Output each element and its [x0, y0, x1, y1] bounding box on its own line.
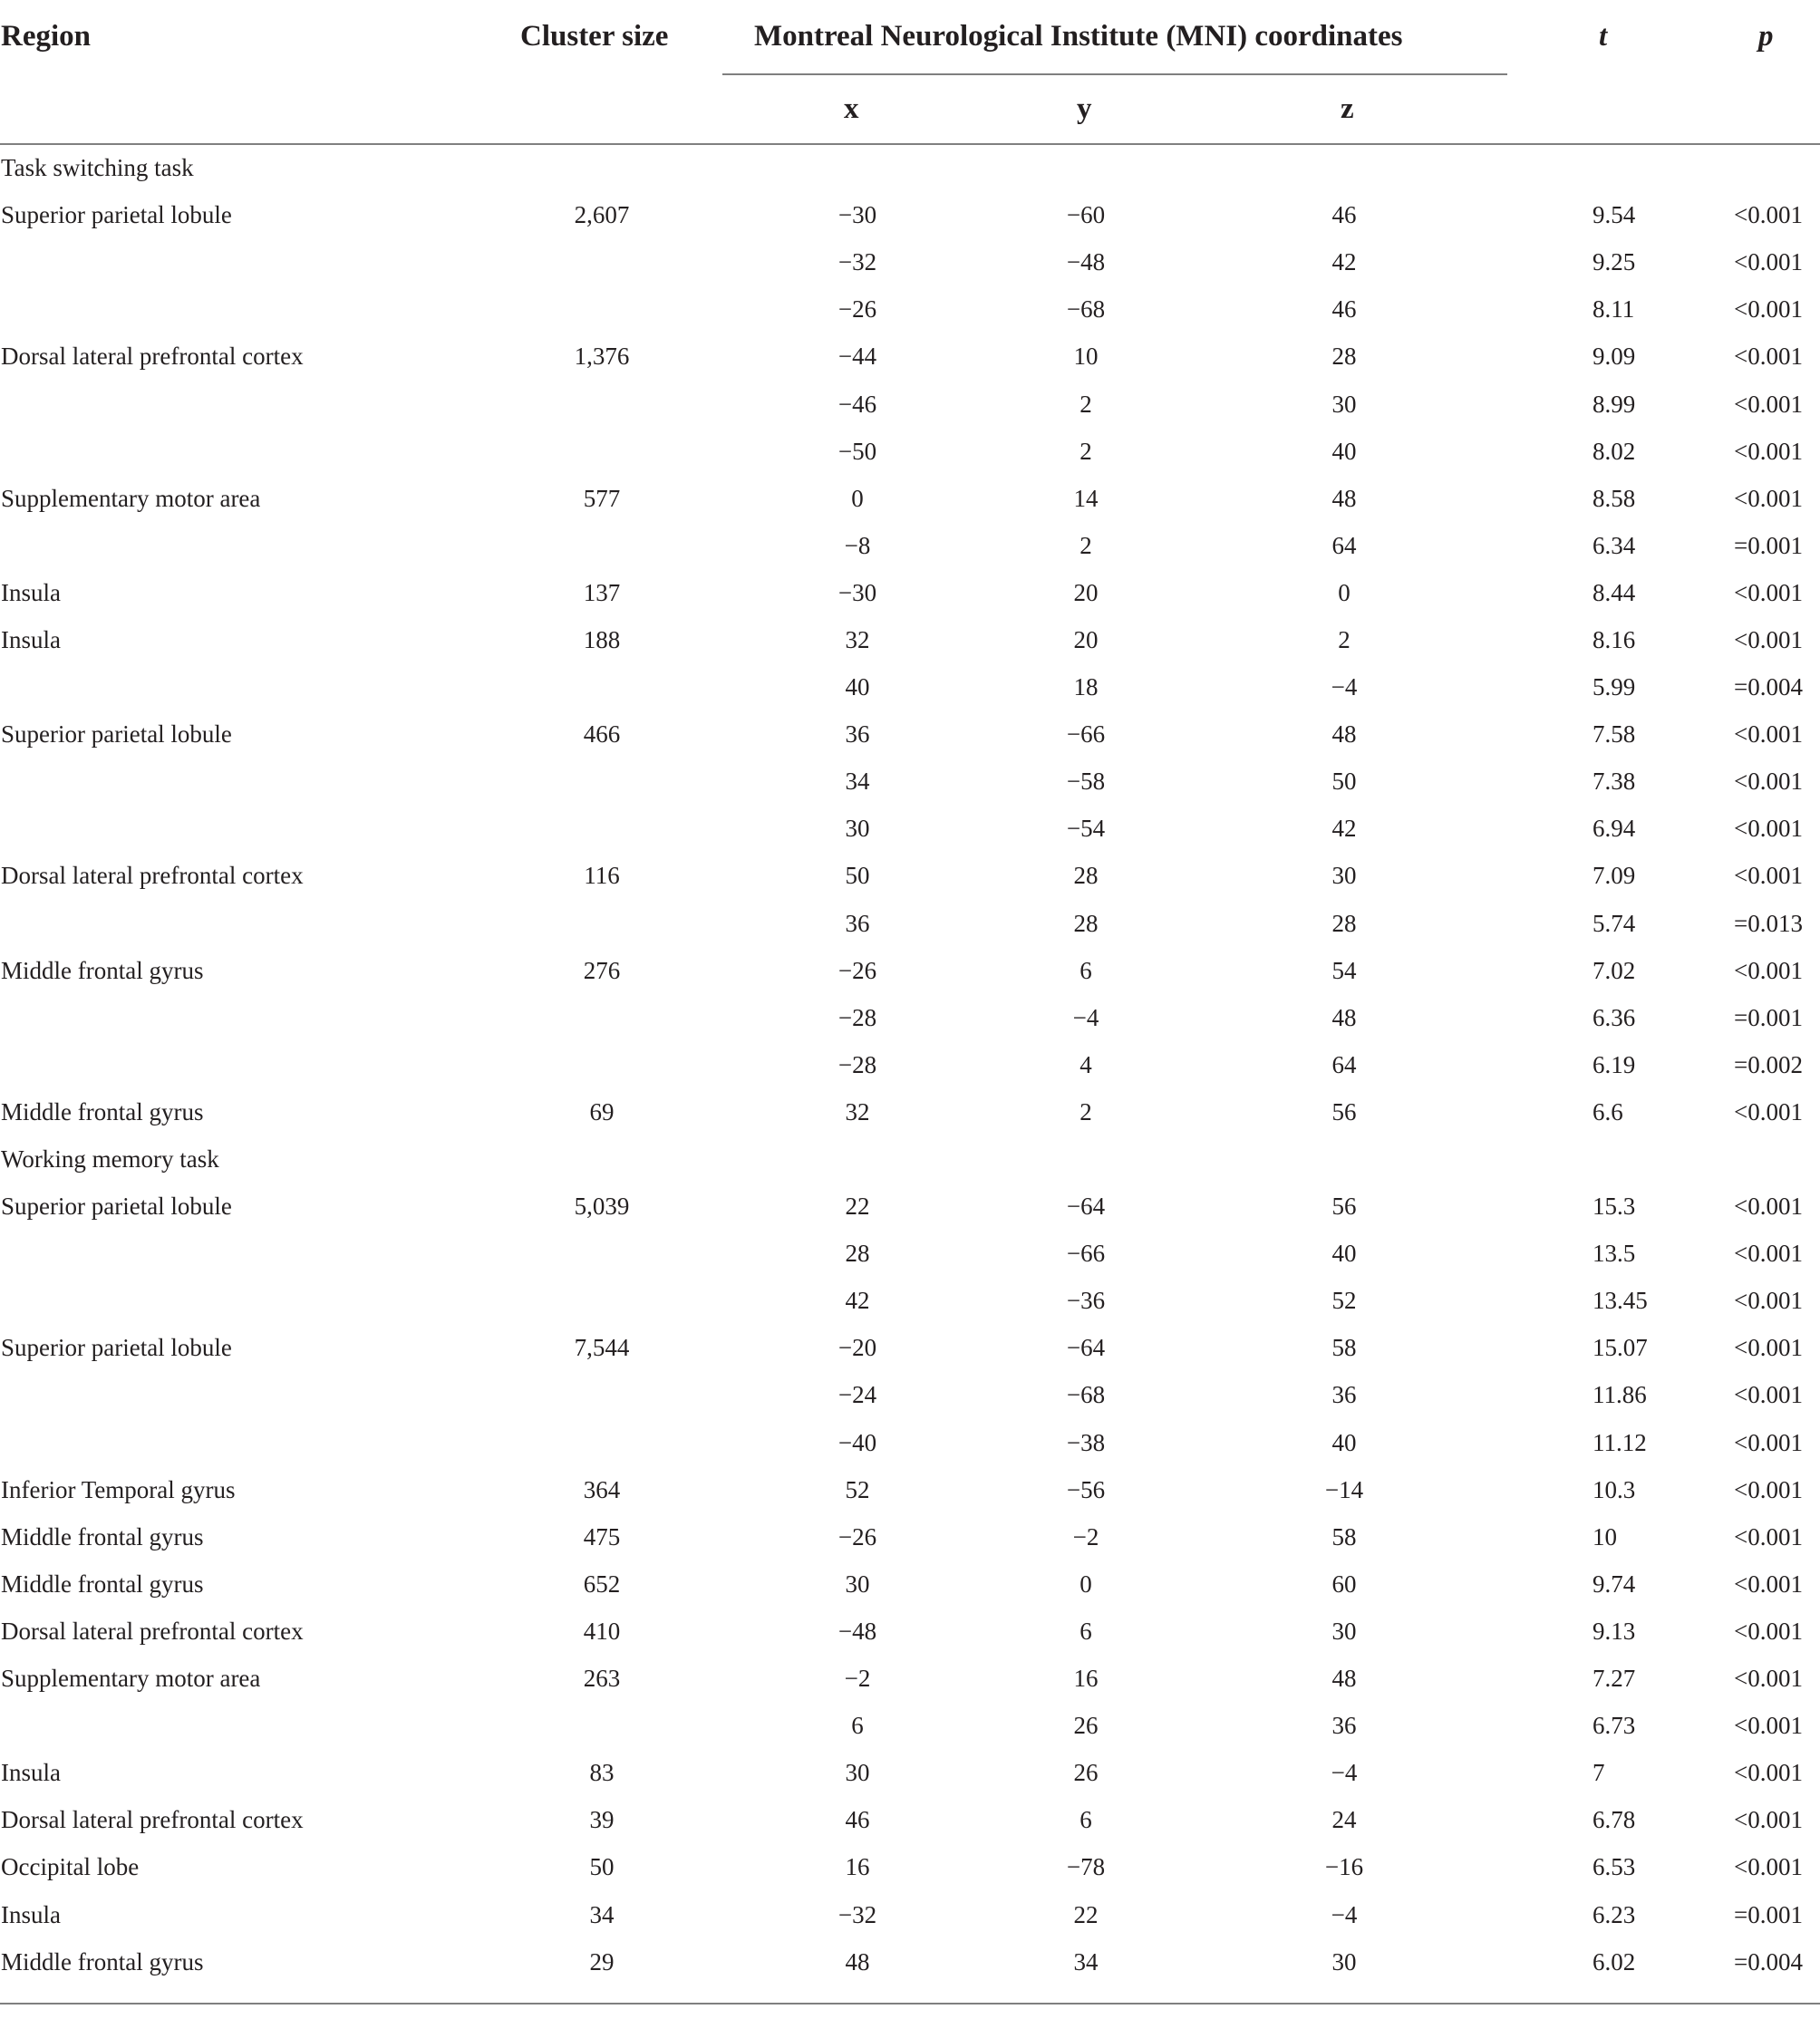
- mni-x-cell: 50: [845, 862, 870, 890]
- mni-x-cell: 6: [851, 1712, 864, 1740]
- p-value-cell: =0.013: [1734, 909, 1803, 937]
- region-cell: Insula: [1, 1900, 61, 1928]
- mni-y-cell: −68: [1066, 295, 1106, 324]
- t-value-cell: 9.74: [1592, 1570, 1636, 1598]
- region-cell: Dorsal lateral prefrontal cortex: [1, 1617, 304, 1645]
- t-value-cell: 5.99: [1592, 673, 1636, 701]
- mni-y-cell: 2: [1079, 437, 1092, 465]
- t-value-cell: 7.58: [1592, 720, 1636, 749]
- t-value-cell: 11.12: [1592, 1428, 1647, 1456]
- region-cell: Middle frontal gyrus: [1, 1097, 204, 1125]
- header-x: x: [844, 92, 859, 125]
- table-row: [0, 1419, 1820, 1466]
- mni-x-cell: 30: [845, 1570, 870, 1598]
- mni-z-cell: 42: [1331, 248, 1357, 276]
- mni-z-cell: 64: [1331, 531, 1357, 559]
- mni-y-cell: −78: [1066, 1853, 1106, 1881]
- mni-x-cell: −8: [844, 531, 871, 559]
- cluster-size-cell: 2,607: [574, 201, 630, 229]
- p-value-cell: <0.001: [1734, 1853, 1803, 1881]
- mni-y-cell: −36: [1066, 1287, 1106, 1315]
- mni-x-cell: −26: [837, 295, 877, 324]
- p-value-cell: =0.004: [1734, 1947, 1803, 1976]
- table-row: [0, 805, 1820, 852]
- region-cell: Middle frontal gyrus: [1, 1522, 204, 1550]
- mni-y-cell: 22: [1073, 1900, 1099, 1928]
- mni-x-cell: −32: [837, 1900, 877, 1928]
- table-row: [0, 428, 1820, 475]
- p-value-cell: =0.001: [1734, 1003, 1803, 1031]
- table-bottom-rule: [0, 2003, 1820, 2005]
- cluster-size-cell: 1,376: [574, 343, 630, 371]
- mni-z-cell: 40: [1331, 1240, 1357, 1268]
- header-cluster-size: Cluster size: [520, 20, 669, 53]
- mni-x-cell: −50: [837, 437, 877, 465]
- mni-y-cell: −66: [1066, 720, 1106, 749]
- t-value-cell: 6.19: [1592, 1050, 1636, 1078]
- table-row: [0, 285, 1820, 333]
- mni-y-cell: −58: [1066, 768, 1106, 796]
- t-value-cell: 15.07: [1592, 1334, 1648, 1362]
- mni-y-cell: −64: [1066, 1193, 1106, 1221]
- mni-y-cell: 6: [1079, 1617, 1092, 1645]
- region-cell: Task switching task: [1, 154, 194, 182]
- t-value-cell: 6.94: [1592, 815, 1636, 843]
- p-value-cell: =0.001: [1734, 1900, 1803, 1928]
- mni-y-cell: 0: [1079, 1570, 1092, 1598]
- region-cell: Dorsal lateral prefrontal cortex: [1, 862, 304, 890]
- mni-z-cell: 2: [1338, 625, 1350, 653]
- t-value-cell: 8.58: [1592, 484, 1636, 512]
- p-value-cell: <0.001: [1734, 1712, 1803, 1740]
- table-row: [0, 710, 1820, 758]
- mni-x-cell: 46: [845, 1806, 870, 1834]
- mni-y-cell: 28: [1073, 862, 1099, 890]
- mni-z-cell: −4: [1331, 1900, 1358, 1928]
- mni-z-cell: −4: [1331, 1759, 1358, 1787]
- mni-z-cell: 50: [1331, 768, 1357, 796]
- region-cell: Superior parietal lobule: [1, 720, 232, 749]
- p-value-cell: <0.001: [1734, 1570, 1803, 1598]
- mni-z-cell: 56: [1331, 1097, 1357, 1125]
- header-p: p: [1758, 20, 1774, 53]
- p-value-cell: <0.001: [1734, 1193, 1803, 1221]
- region-cell: Supplementary motor area: [1, 484, 261, 512]
- t-value-cell: 8.11: [1592, 295, 1635, 324]
- p-value-cell: <0.001: [1734, 1665, 1803, 1693]
- t-value-cell: 9.09: [1592, 343, 1636, 371]
- mni-y-cell: 20: [1073, 578, 1099, 606]
- table-row: [0, 1324, 1820, 1371]
- table-row: [0, 900, 1820, 947]
- p-value-cell: <0.001: [1734, 720, 1803, 749]
- cluster-size-cell: 5,039: [574, 1193, 630, 1221]
- t-value-cell: 9.13: [1592, 1617, 1636, 1645]
- mni-y-cell: 20: [1073, 625, 1099, 653]
- p-value-cell: <0.001: [1734, 437, 1803, 465]
- p-value-cell: <0.001: [1734, 295, 1803, 324]
- mni-z-cell: 0: [1338, 578, 1350, 606]
- mni-x-cell: 34: [845, 768, 870, 796]
- p-value-cell: <0.001: [1734, 1475, 1803, 1503]
- region-cell: Dorsal lateral prefrontal cortex: [1, 343, 304, 371]
- mni-x-cell: 36: [845, 720, 870, 749]
- table-row: [0, 1796, 1820, 1843]
- table-body: [0, 144, 1820, 1985]
- cluster-size-cell: 7,544: [574, 1334, 630, 1362]
- table-row: [0, 1749, 1820, 1796]
- mni-z-cell: 58: [1331, 1522, 1357, 1550]
- mni-x-cell: −44: [837, 343, 877, 371]
- mni-y-cell: −60: [1066, 201, 1106, 229]
- table-row: [0, 380, 1820, 427]
- table-row: [0, 1371, 1820, 1418]
- t-value-cell: 6.53: [1592, 1853, 1636, 1881]
- cluster-size-cell: 652: [583, 1570, 621, 1598]
- t-value-cell: 6.6: [1592, 1097, 1623, 1125]
- table-row: [0, 191, 1820, 238]
- header-region: Region: [1, 20, 91, 53]
- p-value-cell: =0.004: [1734, 673, 1803, 701]
- t-value-cell: 6.02: [1592, 1947, 1636, 1976]
- mni-x-cell: 42: [845, 1287, 870, 1315]
- p-value-cell: <0.001: [1734, 768, 1803, 796]
- mni-x-cell: 16: [845, 1853, 870, 1881]
- mni-z-cell: 40: [1331, 1428, 1357, 1456]
- cluster-size-cell: 50: [589, 1853, 615, 1881]
- header-mni-coordinates: Montreal Neurological Institute (MNI) coordinates: [754, 20, 1403, 53]
- table-row: [0, 1277, 1820, 1324]
- t-value-cell: 6.36: [1592, 1003, 1636, 1031]
- region-cell: Occipital lobe: [1, 1853, 140, 1881]
- cluster-size-cell: 83: [589, 1759, 615, 1787]
- mni-y-cell: 10: [1073, 343, 1099, 371]
- p-value-cell: <0.001: [1734, 1759, 1803, 1787]
- mni-x-cell: 36: [845, 909, 870, 937]
- mni-x-cell: 28: [845, 1240, 870, 1268]
- mni-y-cell: 18: [1073, 673, 1099, 701]
- t-value-cell: 8.44: [1592, 578, 1636, 606]
- mni-z-cell: −4: [1331, 673, 1358, 701]
- t-value-cell: 13.45: [1592, 1287, 1648, 1315]
- mni-z-cell: 56: [1331, 1193, 1357, 1221]
- mni-y-cell: −4: [1072, 1003, 1099, 1031]
- table-row: [0, 663, 1820, 710]
- mni-x-cell: −26: [837, 956, 877, 984]
- mni-z-cell: 48: [1331, 1665, 1357, 1693]
- t-value-cell: 6.34: [1592, 531, 1636, 559]
- p-value-cell: <0.001: [1734, 1334, 1803, 1362]
- mni-y-cell: 26: [1073, 1712, 1099, 1740]
- table-row: [0, 1843, 1820, 1890]
- mni-z-cell: 30: [1331, 390, 1357, 418]
- table-row: [0, 333, 1820, 380]
- table-row: [0, 947, 1820, 994]
- mni-y-cell: 4: [1079, 1050, 1092, 1078]
- header-t: t: [1599, 20, 1608, 53]
- table-row: [0, 144, 1820, 191]
- mni-y-cell: −56: [1066, 1475, 1106, 1503]
- header-y: y: [1077, 92, 1092, 125]
- mni-x-cell: 30: [845, 815, 870, 843]
- cluster-size-cell: 276: [583, 956, 621, 984]
- t-value-cell: 6.78: [1592, 1806, 1636, 1834]
- mni-x-cell: −32: [837, 248, 877, 276]
- mni-x-cell: −28: [837, 1003, 877, 1031]
- mni-z-cell: 30: [1331, 1617, 1357, 1645]
- table-row: [0, 1088, 1820, 1135]
- table-row: [0, 1560, 1820, 1608]
- cluster-size-cell: 69: [589, 1097, 615, 1125]
- table-row: [0, 1655, 1820, 1702]
- table-row: [0, 758, 1820, 805]
- mni-y-cell: 14: [1073, 484, 1099, 512]
- mni-z-cell: 60: [1331, 1570, 1357, 1598]
- table-row: [0, 569, 1820, 616]
- mni-y-cell: 6: [1079, 1806, 1092, 1834]
- mni-z-cell: 64: [1331, 1050, 1357, 1078]
- mni-z-cell: −16: [1324, 1853, 1364, 1881]
- table-row: [0, 852, 1820, 899]
- mni-y-cell: −48: [1066, 248, 1106, 276]
- mni-y-cell: −54: [1066, 815, 1106, 843]
- table-row: [0, 1041, 1820, 1088]
- mni-x-cell: −26: [837, 1522, 877, 1550]
- table-row: [0, 1183, 1820, 1230]
- mni-x-cell: −40: [837, 1428, 877, 1456]
- p-value-cell: =0.002: [1734, 1050, 1803, 1078]
- p-value-cell: <0.001: [1734, 1428, 1803, 1456]
- t-value-cell: 7: [1592, 1759, 1605, 1787]
- t-value-cell: 9.54: [1592, 201, 1636, 229]
- mni-z-cell: 42: [1331, 815, 1357, 843]
- mni-y-cell: 2: [1079, 1097, 1092, 1125]
- t-value-cell: 11.86: [1592, 1381, 1647, 1409]
- region-cell: Middle frontal gyrus: [1, 1570, 204, 1598]
- t-value-cell: 8.99: [1592, 390, 1636, 418]
- table-row: [0, 1938, 1820, 1985]
- p-value-cell: =0.001: [1734, 531, 1803, 559]
- mni-x-cell: −20: [837, 1334, 877, 1362]
- cluster-size-cell: 116: [584, 862, 620, 890]
- table-row: [0, 1702, 1820, 1749]
- mni-x-cell: −28: [837, 1050, 877, 1078]
- cluster-size-cell: 410: [583, 1617, 621, 1645]
- p-value-cell: <0.001: [1734, 956, 1803, 984]
- t-value-cell: 6.23: [1592, 1900, 1636, 1928]
- cluster-size-cell: 466: [583, 720, 621, 749]
- mni-x-cell: −30: [837, 201, 877, 229]
- mni-z-cell: 30: [1331, 862, 1357, 890]
- table-row: [0, 1466, 1820, 1513]
- p-value-cell: <0.001: [1734, 1617, 1803, 1645]
- mni-z-cell: 30: [1331, 1947, 1357, 1976]
- mni-z-cell: 28: [1331, 909, 1357, 937]
- mni-z-cell: 48: [1331, 484, 1357, 512]
- p-value-cell: <0.001: [1734, 248, 1803, 276]
- cluster-size-cell: 475: [583, 1522, 621, 1550]
- mni-y-cell: −2: [1072, 1522, 1099, 1550]
- cluster-size-cell: 137: [583, 578, 621, 606]
- t-value-cell: 8.02: [1592, 437, 1636, 465]
- t-value-cell: 7.02: [1592, 956, 1636, 984]
- mni-y-cell: −38: [1066, 1428, 1106, 1456]
- t-value-cell: 10.3: [1592, 1475, 1636, 1503]
- mni-x-cell: −46: [837, 390, 877, 418]
- mni-y-cell: 26: [1073, 1759, 1099, 1787]
- table-row: [0, 475, 1820, 522]
- mni-z-cell: 24: [1331, 1806, 1357, 1834]
- mni-y-cell: 28: [1073, 909, 1099, 937]
- mni-y-cell: 34: [1073, 1947, 1099, 1976]
- mni-z-cell: 58: [1331, 1334, 1357, 1362]
- region-cell: Insula: [1, 1759, 61, 1787]
- region-cell: Superior parietal lobule: [1, 1193, 232, 1221]
- t-value-cell: 7.38: [1592, 768, 1636, 796]
- table-row: [0, 994, 1820, 1041]
- cluster-size-cell: 29: [589, 1947, 615, 1976]
- t-value-cell: 13.5: [1592, 1240, 1636, 1268]
- region-cell: Inferior Temporal gyrus: [1, 1475, 236, 1503]
- mni-z-cell: 48: [1331, 720, 1357, 749]
- region-cell: Dorsal lateral prefrontal cortex: [1, 1806, 304, 1834]
- cluster-size-cell: 39: [589, 1806, 615, 1834]
- mni-z-cell: 36: [1331, 1381, 1357, 1409]
- mni-x-cell: 48: [845, 1947, 870, 1976]
- region-cell: Insula: [1, 625, 61, 653]
- mni-z-cell: 46: [1331, 201, 1357, 229]
- mni-y-cell: −68: [1066, 1381, 1106, 1409]
- region-cell: Supplementary motor area: [1, 1665, 261, 1693]
- mni-span-rule: [722, 73, 1507, 75]
- mni-x-cell: 52: [845, 1475, 870, 1503]
- table-row: [0, 1513, 1820, 1560]
- t-value-cell: 5.74: [1592, 909, 1636, 937]
- p-value-cell: <0.001: [1734, 1240, 1803, 1268]
- region-cell: Superior parietal lobule: [1, 1334, 232, 1362]
- table-row: [0, 1608, 1820, 1655]
- header-z: z: [1341, 92, 1354, 125]
- p-value-cell: <0.001: [1734, 625, 1803, 653]
- t-value-cell: 7.09: [1592, 862, 1636, 890]
- table-row: [0, 616, 1820, 663]
- mni-z-cell: 46: [1331, 295, 1357, 324]
- t-value-cell: 15.3: [1592, 1193, 1636, 1221]
- region-cell: Superior parietal lobule: [1, 201, 232, 229]
- t-value-cell: 9.25: [1592, 248, 1636, 276]
- mni-z-cell: 36: [1331, 1712, 1357, 1740]
- mni-x-cell: 22: [845, 1193, 870, 1221]
- mni-z-cell: 40: [1331, 437, 1357, 465]
- mni-y-cell: −66: [1066, 1240, 1106, 1268]
- p-value-cell: <0.001: [1734, 201, 1803, 229]
- t-value-cell: 7.27: [1592, 1665, 1636, 1693]
- mni-x-cell: 32: [845, 1097, 870, 1125]
- mni-x-cell: 40: [845, 673, 870, 701]
- p-value-cell: <0.001: [1734, 390, 1803, 418]
- mni-z-cell: 28: [1331, 343, 1357, 371]
- p-value-cell: <0.001: [1734, 1806, 1803, 1834]
- p-value-cell: <0.001: [1734, 815, 1803, 843]
- mni-y-cell: 6: [1079, 956, 1092, 984]
- p-value-cell: <0.001: [1734, 1381, 1803, 1409]
- t-value-cell: 10: [1592, 1522, 1617, 1550]
- mni-x-cell: −24: [837, 1381, 877, 1409]
- mni-x-cell: 30: [845, 1759, 870, 1787]
- mni-y-cell: 16: [1073, 1665, 1099, 1693]
- mni-x-cell: −30: [837, 578, 877, 606]
- region-cell: Insula: [1, 578, 61, 606]
- mni-z-cell: 52: [1331, 1287, 1357, 1315]
- t-value-cell: 8.16: [1592, 625, 1636, 653]
- mni-x-cell: 32: [845, 625, 870, 653]
- mni-z-cell: 48: [1331, 1003, 1357, 1031]
- cluster-size-cell: 263: [583, 1665, 621, 1693]
- cluster-size-cell: 364: [583, 1475, 621, 1503]
- mni-z-cell: −14: [1324, 1475, 1364, 1503]
- mni-x-cell: −48: [837, 1617, 877, 1645]
- table-row: [0, 1230, 1820, 1277]
- p-value-cell: <0.001: [1734, 1097, 1803, 1125]
- t-value-cell: 6.73: [1592, 1712, 1636, 1740]
- table-row: [0, 238, 1820, 285]
- p-value-cell: <0.001: [1734, 578, 1803, 606]
- p-value-cell: <0.001: [1734, 1287, 1803, 1315]
- mni-y-cell: 2: [1079, 390, 1092, 418]
- p-value-cell: <0.001: [1734, 862, 1803, 890]
- table-row: [0, 522, 1820, 569]
- region-cell: Middle frontal gyrus: [1, 1947, 204, 1976]
- mni-x-cell: 0: [851, 484, 864, 512]
- region-cell: Middle frontal gyrus: [1, 956, 204, 984]
- table-row: [0, 1135, 1820, 1183]
- mni-y-cell: 2: [1079, 531, 1092, 559]
- cluster-size-cell: 34: [589, 1900, 615, 1928]
- cluster-size-cell: 577: [583, 484, 621, 512]
- cluster-size-cell: 188: [583, 625, 621, 653]
- p-value-cell: <0.001: [1734, 484, 1803, 512]
- mni-x-cell: −2: [844, 1665, 871, 1693]
- table-row: [0, 1890, 1820, 1937]
- mni-y-cell: −64: [1066, 1334, 1106, 1362]
- mni-z-cell: 54: [1331, 956, 1357, 984]
- p-value-cell: <0.001: [1734, 1522, 1803, 1550]
- p-value-cell: <0.001: [1734, 343, 1803, 371]
- region-cell: Working memory task: [1, 1145, 219, 1174]
